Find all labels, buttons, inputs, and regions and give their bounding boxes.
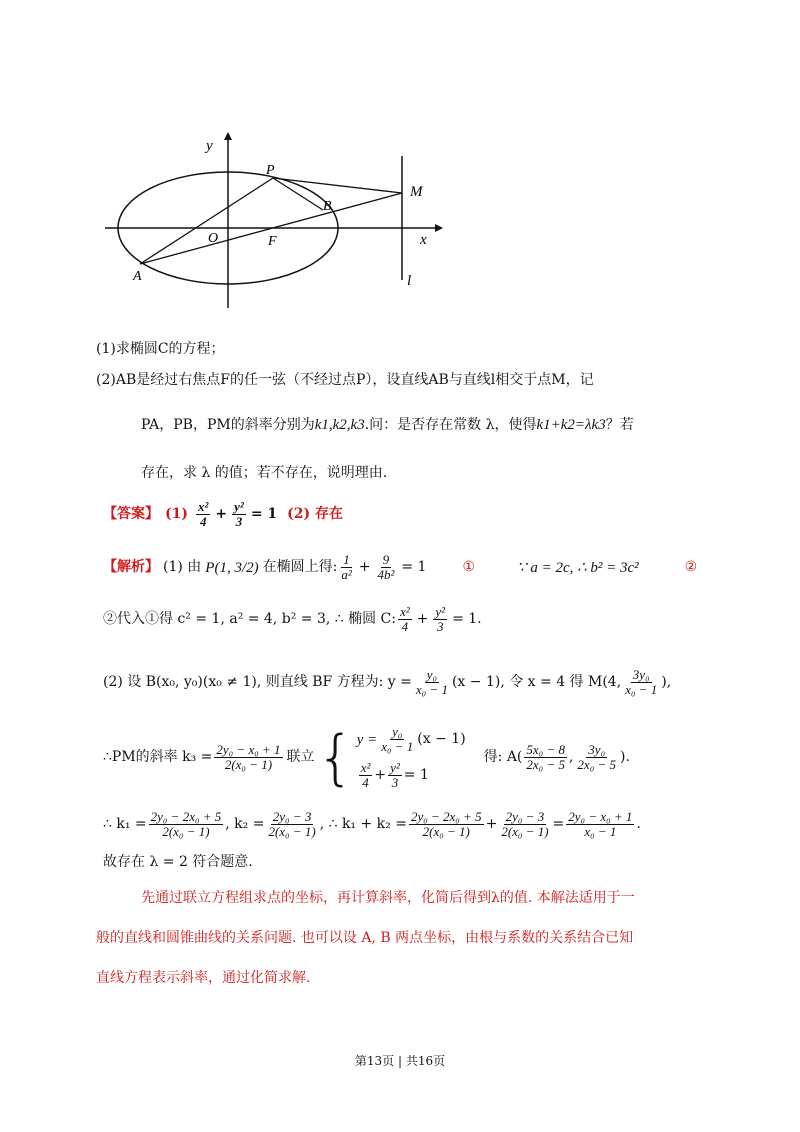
analysis-line2: ②代入①得 c² = 1, a² = 4, b² = 3, ∴ 椭圆 C: $\frac{\text{x²}}{4}$ + $\frac{\text{y²}}{3}$ = 1. — [103, 604, 482, 635]
line-AP — [140, 178, 273, 264]
analysis-line5: ∴ k₁ = $\frac{\text{2y₀ − 2x₀ + 5}}{\text{2(x₀ − 1)}}$ , k₂ = $\frac{\text{2y₀ − 3}}{\text{2(x₀ − 1)}}$ , ∴ k₁ + k₂ = $\frac{\text{2y₀ − 2x₀ + 5}}{\text{2(x₀ − 1)}}$ + $\frac{\text{2y₀ − 3}}{\text{2(x₀ − 1)}}$ = $\frac{\text{2y₀ − x₀ + 1}}{\text{x₀ − 1}}$ . — [103, 809, 641, 840]
analysis-line4: ∴PM的斜率 k₃ = $\frac{\text{2y₀ − x₀ + 1}}{\text{2(x₀ − 1)}}$ 联立 { y = $\frac{\text{y₀}}{\text{x₀ − 1}}$ (x − 1) $\frac{\text{x²}}{4}$ + $\frac{\text{y²}}{3}$ = 1 得: A( $\frac{\text{5x₀ − 8}}{\text{2x₀ − 5}}$ , $\frac{\text{3y₀}}{\text{2x₀ − 5}}$ ). — [103, 722, 630, 793]
comment-line1: 先通过联立方程组求点的坐标，再计算斜率，化简后得到λ的值. 本解法适用于一 — [141, 890, 635, 906]
question-2-line3: 存在，求 λ 的值；若不存在，说明理由. — [141, 465, 388, 481]
ellipse-figure — [95, 128, 455, 313]
label-y: y — [206, 138, 213, 154]
label-P: P — [266, 163, 275, 178]
label-O: O — [208, 231, 219, 246]
x-axis-arrow — [435, 224, 443, 232]
comment-line3: 直线方程表示斜率，通过化简求解. — [96, 970, 311, 986]
answer-label: 【答案】 — [103, 506, 159, 523]
label-B: B — [323, 199, 332, 214]
question-1: (1)求椭圆C的方程； — [96, 341, 225, 357]
label-M: M — [410, 184, 423, 200]
analysis-label: 【解析】 — [103, 559, 159, 576]
analysis-line3: (2) 设 B(x₀, y₀)(x₀ ≠ 1), 则直线 BF 方程为: y = $\frac{\text{y₀}}{\text{x₀ − 1}}$ (x − 1), 令 x = 4 得 M(4, $\frac{\text{3y₀}}{\text{x₀ − 1}}$ ), — [103, 667, 672, 698]
system-brace: { — [316, 722, 355, 793]
y-axis-arrow — [224, 132, 232, 140]
label-A: A — [133, 269, 142, 284]
question-2-line1: (2)AB是经过右焦点F的任一弦（不经过点P），设直线AB与直线l相交于点M，记 — [96, 372, 594, 388]
analysis-line6: 故存在 λ = 2 符合题意. — [103, 854, 253, 870]
analysis-line1: 【解析】 (1) 由 P(1, 3/2) 在椭圆上得: $\frac{1}{\text{a²}}$ + $\frac{9}{\text{4b²}}$ = 1 ① ∵ a = 2c, ∴ b² = 3c² ② — [103, 552, 698, 583]
page-footer: 第13页 | 共16页 — [354, 1054, 446, 1068]
question-2-line2: PA，PB，PM的斜率分别为k1,k2,k3.问：是否存在常数 λ，使得k1+k2=λk3？若 — [141, 417, 634, 433]
answer-line: 【答案】 (1) $\frac{\text{x²}}{4}$ + $\frac{\text{y²}}{3}$ = 1 (2) 存在 — [103, 499, 344, 530]
label-l: l — [407, 273, 412, 289]
comment-line2: 般的直线和圆锥曲线的关系问题. 也可以设 A, B 两点坐标，由根与系数的关系结合已知 — [96, 930, 634, 946]
label-F: F — [268, 234, 277, 249]
label-x: x — [420, 232, 427, 248]
